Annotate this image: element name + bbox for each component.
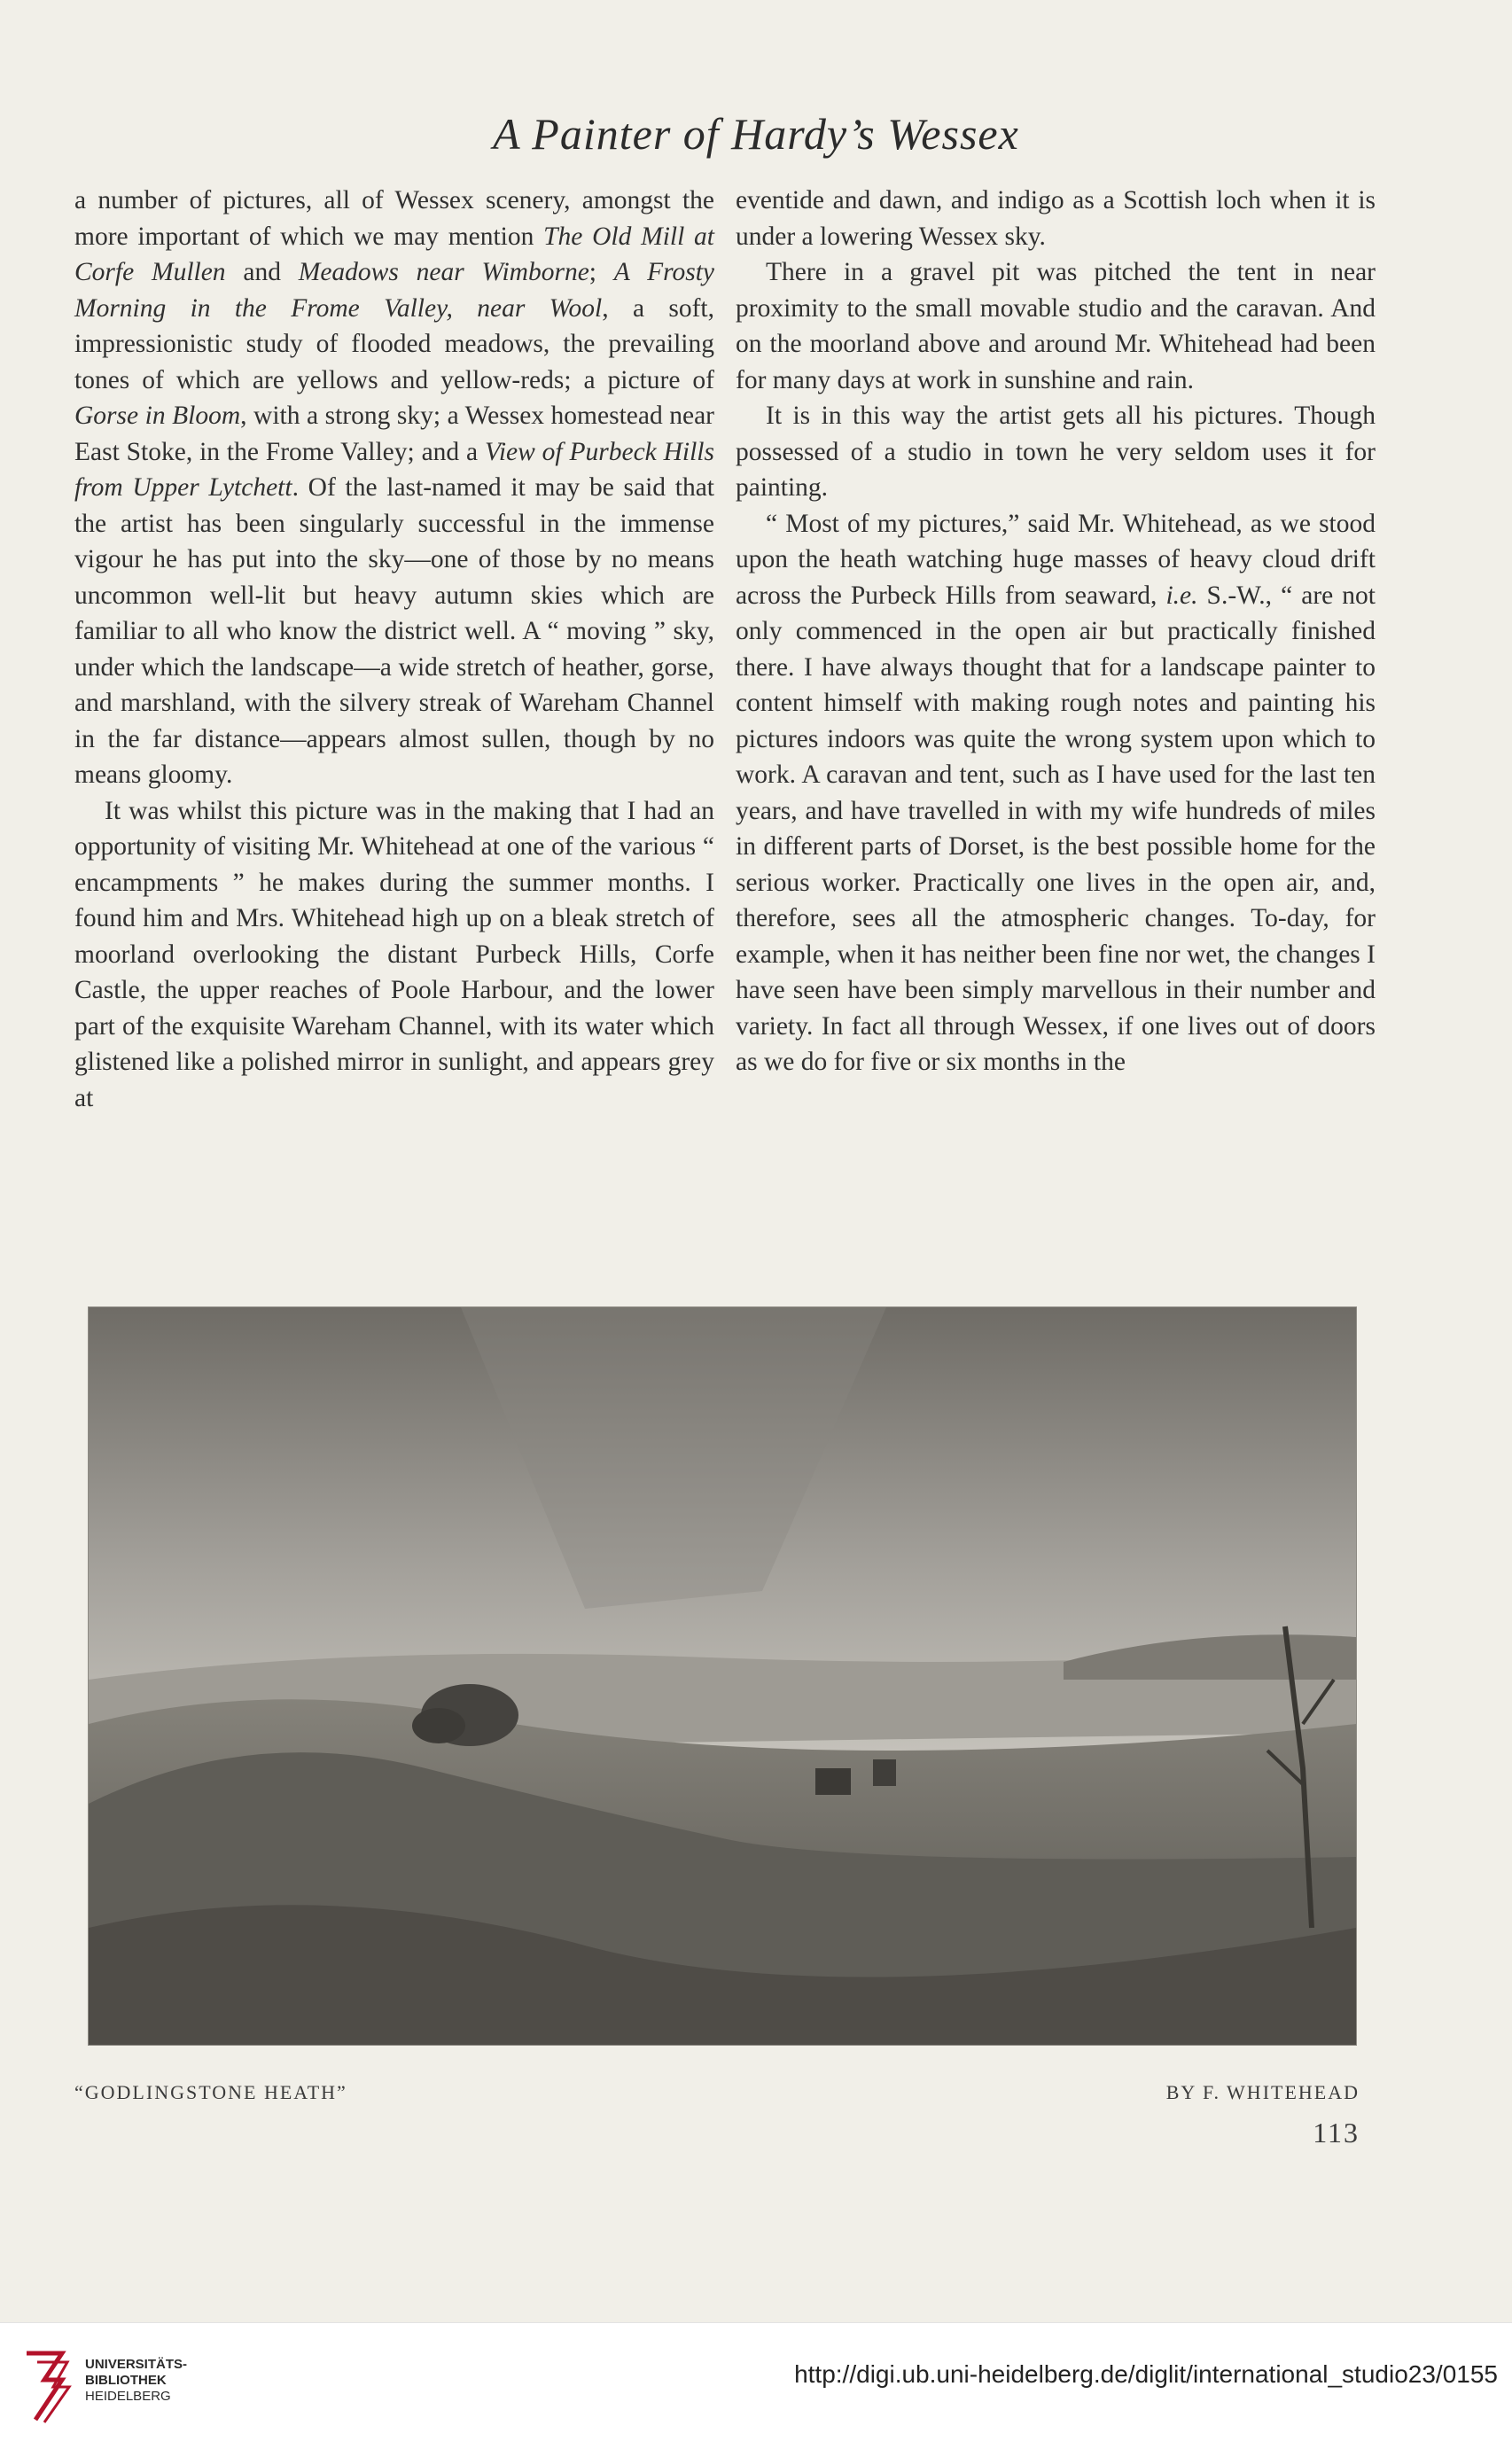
library-name [85, 2357, 187, 2405]
running-title: A Painter of Hardy’s Wessex [493, 109, 1019, 159]
library-name-line: UNIVERSITÄTS- [85, 2357, 188, 2372]
artwork-title: A Frosty Morning in the Frome Valley, near Wool [74, 258, 714, 323]
text-run: and [225, 258, 299, 286]
text-run: ; [588, 258, 614, 286]
digitization-footer [0, 2322, 1512, 2441]
library-name-line: BIBLIOTHEK [85, 2373, 167, 2388]
abbreviation: i.e. [1165, 581, 1198, 610]
text-run: S.-W., “ are not only commenced in the open air but practically finished there. I have always thought that for a landscape painter to content himself with making rough notes and painting his pictures indoors was quite the wrong system upon which to work. A caravan and tent, such as I have used for the last ten years, and have travelled in with my wife hundreds of miles in different parts of Dorset, is the best possible home for the serious worker. Practically one lives in the open air, and, therefore, sees all the atmospheric changes. To-day, for example, when it has neither been fine nor wet, the changes I have seen have been simply marvellous in their number and variety. In fact all through Wessex, if one lives out of doors as we do for five or six months in the [736, 581, 1376, 1076]
text-run: “ Most of my pictures,” said Mr. Whitehead, as we stood upon the heath watching huge masses of heavy cloud drift across the Purbeck Hills from seaward, [736, 509, 1376, 610]
painting-illustration [89, 1307, 1356, 2045]
artwork-title: Gorse in Bloom [74, 402, 241, 430]
right-paragraph-3: It is in this way the artist gets all his pictures. Though possessed of a studio in town he very seldom uses it for painting. [736, 402, 1376, 502]
artwork-title: View of Purbeck Hills from Upper Lytchett [74, 437, 714, 502]
left-paragraph-2: It was whilst this picture was in the making that I had an opportunity of visiting Mr. Whitehead at one of the various “ encampments ” he makes during the summer months. I found him and Mrs. Whitehead high up on a bleak stretch of moorland overlooking the distant Purbeck Hills, Corfe Castle, the upper reaches of Poole Harbour, and the lower part of the exquisite Wareham Channel, with its water which glistened like a polished mirror in sunlight, and appears grey at [74, 796, 714, 1112]
library-name-line: HEIDELBERG [85, 2389, 171, 2404]
right-paragraph-1: eventide and dawn, and indigo as a Scottish loch when it is under a lowering Wessex sky. [736, 186, 1376, 251]
page-number: 113 [1313, 2117, 1360, 2149]
library-logo-icon [18, 2344, 80, 2424]
source-url-link[interactable]: http://digi.ub.uni-heidelberg.de/diglit/international_studio23/0155 [794, 2360, 1498, 2388]
right-paragraph-2: There in a gravel pit was pitched the tent in near proximity to the small movable studio and the caravan. And on the moorland above and around Mr. Whitehead had been for many days at work in sunshine and rain. [736, 258, 1376, 394]
text-run: . Of the last-named it may be said that the artist has been singularly successful in the immense vigour he has put into the sky—one of those by no means uncommon well-lit but heavy autumn skies which are familiar to all who know the district well. A “ moving ” sky, under which the landscape—a wide stretch of heather, gorse, and marshland, with the silvery streak of Wareham Channel in the far distance—appears almost sullen, though by no means gloomy. [74, 473, 714, 789]
landscape-image [89, 1307, 1356, 2045]
figure-credit: BY F. WHITEHEAD [1165, 2081, 1360, 2103]
text-run: , with a strong sky; a Wessex homestead near East Stoke, in the Frome Valley; and a [74, 402, 714, 466]
right-paragraph-4 [736, 506, 1376, 1080]
left-paragraph-1 [74, 183, 714, 793]
text-run: , a soft, impressionistic study of flooded meadows, the prevailing tones of which are yellows and yellow-reds; a picture of [74, 293, 714, 394]
artwork-title: Meadows near Wimborne [298, 258, 589, 286]
artwork-title: The Old Mill at Corfe Mullen [74, 222, 714, 286]
text-run: a number of pictures, all of Wessex scenery, amongst the more important of which we may mention [74, 186, 714, 251]
figure-caption: “GODLINGSTONE HEATH” [74, 2081, 347, 2103]
left-column [74, 183, 714, 1116]
right-column [736, 183, 1376, 1080]
